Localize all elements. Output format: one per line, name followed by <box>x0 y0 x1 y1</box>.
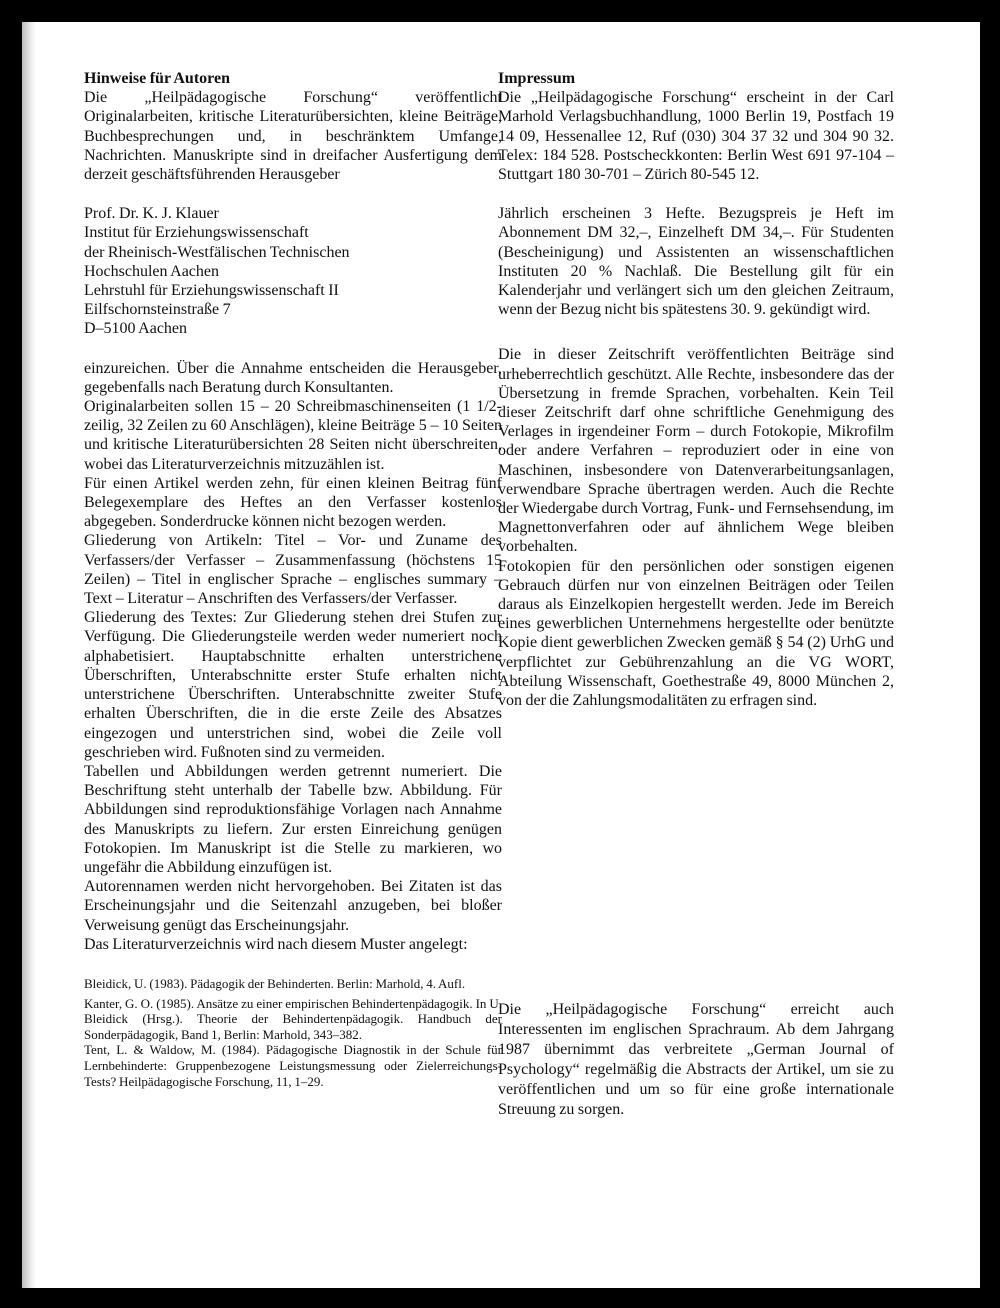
authors-guidelines-heading: Hinweise für Autoren <box>84 70 230 87</box>
length-paragraph: Originalarbeiten sollen 15 – 20 Schreibmaschinenseiten (1 1/2-zeilig, 32 Zeilen zu 60 Anschlägen), kleine Beiträge 5 – 10 Seiten und kritische Literaturübersichten 28 Seiten nicht überschreiten, wobei das Literaturverzeichnis mitzuzählen ist. <box>84 398 502 473</box>
reference-entry: Bleidick, U. (1983). Pädagogik der Behinderten. Berlin: Marhold, 4. Aufl. <box>84 975 466 991</box>
english-abstracts-notice <box>498 1000 894 1120</box>
english-abstracts-paragraph: Die „Heilpädagogische Forschung“ erreicht auch Interessenten im englischen Sprachraum. Ab dem Jahrgang 1987 übernimmt das verbreitete „German Journal of Psychology“ regelmäßig die Abstracts der Artikel, um sie zu veröffentlichen und um so für eine große internationale Streuung zu sorgen. <box>498 1001 894 1118</box>
submission-paragraph: einzureichen. Über die Annahme entscheiden die Herausgeber, gegebenfalls nach Beratung durch Konsultanten. <box>84 359 502 396</box>
authors-guidelines-column <box>84 69 502 1089</box>
tables-figures-paragraph: Tabellen und Abbildungen werden getrennt numeriert. Die Beschriftung steht unterhalb der Tabelle bzw. Abbildung. Für Abbildungen sind reproduktionsfähige Vorlagen nach Annahme des Manuskripts zu liefern. Zur ersten Einreichung genügen Fotokopien. Im Manuskript ist die Stelle zu markieren, wo ungefähr die Abbildung einzufügen ist. <box>84 762 502 876</box>
address-line: Institut für Erziehungswissenschaft <box>84 224 309 242</box>
reference-entry: Kanter, G. O. (1985). Ansätze zu einer empirischen Behindertenpädagogik. In U. Bleidick (Hrsg.). Theorie der Behindertenpädagogik. Handbuch der Sonderpädagogik, Band 1, Berlin: Marhold, 343–382. <box>84 995 502 1042</box>
address-line: Lehrstuhl für Erziehungswissenschaft II <box>84 282 339 300</box>
reference-entry: Tent, L. & Waldow, M. (1984). Pädagogische Diagnostik in der Schule für Lernbehinderte: Gruppenbezogene Leistungsmessung oder Zielerreichungs-Tests? Heilpädagogische Forschung, 11, 1–29. <box>84 1042 502 1089</box>
copies-paragraph: Für einen Artikel werden zehn, für einen kleinen Beitrag fünf Belegexemplare des Heftes an den Verfasser kostenlos abgegeben. Sonderdrucke können nicht bezogen werden. <box>84 474 502 531</box>
address-line: Prof. Dr. K. J. Klauer <box>84 205 219 223</box>
editor-address <box>84 204 502 338</box>
text-structure-paragraph: Gliederung des Textes: Zur Gliederung stehen drei Stufen zur Verfügung. Die Gliederungsteile werden weder numeriert noch alphabetisiert. Hauptabschnitte erhalten unterstrichene Überschriften, Unterabschnitte erster Stufe erhalten nicht unterstrichene Überschriften. Unterabschnitte zweiter Stufe erhalten Überschriften, die in die erste Zeile des Absatzes eingezogen und unterstrichen sind, wobei die Zeile voll geschrieben wird. Fußnoten sind zu vermeiden. <box>84 609 502 761</box>
intro-paragraph: Die „Heilpädagogische Forschung“ veröffentlicht Originalarbeiten, kritische Literaturübersichten, kleine Beiträge, Buchbesprechungen und, in beschränktem Umfange, Nachrichten. Manuskripte sind in dreifacher Ausfertigung dem derzeit geschäftsführenden Herausgeber <box>84 89 502 184</box>
impressum-paragraph: Die „Heilpädagogische Forschung“ erscheint in der Carl Marhold Verlagsbuchhandlung, 1000 Berlin 19, Postfach 19 14 09, Hessenallee 12, Ruf (030) 304 37 32 und 304 90 32. Telex: 184 528. Postscheckkonten: Berlin West 691 97-104 – Stuttgart 180 30-701 – Zürich 80-545 12. <box>498 89 894 184</box>
document-page <box>22 22 980 1288</box>
impressum-heading: Impressum <box>498 70 576 87</box>
reference-examples <box>84 976 502 1089</box>
address-line: der Rheinisch-Westfälischen Technischen <box>84 243 350 261</box>
photocopy-paragraph: Fotokopien für den persönlichen oder sonstigen eigenen Gebrauch dürfen nur von einzelnen Beiträgen oder Teilen daraus als Einzelkopien hergestellt werden. Jede im Bereich eines gewerblichen Unternehmens hergestellte oder benützte Kopie dient gewerblichen Zwecken gemäß § 54 (2) UrhG und verpflichtet zur Gebührenzahlung an die VG WORT, Abteilung Wissenschaft, Goethestraße 49, 8000 München 2, von der die Zahlungsmodalitäten zu erfragen sind. <box>498 557 894 710</box>
article-structure-paragraph: Gliederung von Artikeln: Titel – Vor- und Zuname des Verfassers/der Verfasser – Zusammenfassung (höchstens 15 Zeilen) – Titel in englischer Sprache – englisches summary – Text – Literatur – Anschriften des Verfassers/der Verfasser. <box>84 532 502 608</box>
bibliography-intro-paragraph: Das Literaturverzeichnis wird nach diesem Muster angelegt: <box>84 935 468 953</box>
impressum-column <box>498 69 894 710</box>
address-line: Hochschulen Aachen <box>84 262 220 280</box>
address-line: Eilfschornsteinstraße 7 <box>84 301 231 319</box>
address-line: D–5100 Aachen <box>84 320 188 338</box>
copyright-paragraph: Die in dieser Zeitschrift veröffentlichten Beiträge sind urheberrechtlich geschützt. Alle Rechte, insbesondere das der Übersetzung in fremde Sprachen, vorbehalten. Kein Teil dieser Zeitschrift darf ohne schriftliche Genehmigung des Verlages in irgendeiner Form – durch Fotokopie, Mikrofilm oder andere Verfahren – reproduziert oder in eine von Maschinen, insbesondere von Datenverarbeitungsanlagen, verwendbare Sprache übertragen werden. Auch die Rechte der Wiedergabe durch Vortrag, Funk- und Fernsehsendung, im Magnettonverfahren oder auf ähnlichem Wege bleiben vorbehalten. <box>498 346 894 556</box>
page-binding-shadow <box>22 22 36 1288</box>
subscription-paragraph: Jährlich erscheinen 3 Hefte. Bezugspreis je Heft im Abonnement DM 32,–, Einzelheft DM 34,–. Für Studenten (Bescheinigung) und Assistenten an wissenschaftlichen Instituten 20 % Nachlaß. Die Bestellung gilt für ein Kalenderjahr und verlängert sich um den gleichen Zeitraum, wenn der Bezug nicht bis spätestens 30. 9. gekündigt wird. <box>498 205 894 319</box>
citation-paragraph: Autorennamen werden nicht hervorgehoben. Bei Zitaten ist das Erscheinungsjahr und die Seitenzahl anzugeben, bei bloßer Verweisung genügt das Erscheinungsjahr. <box>84 878 502 934</box>
